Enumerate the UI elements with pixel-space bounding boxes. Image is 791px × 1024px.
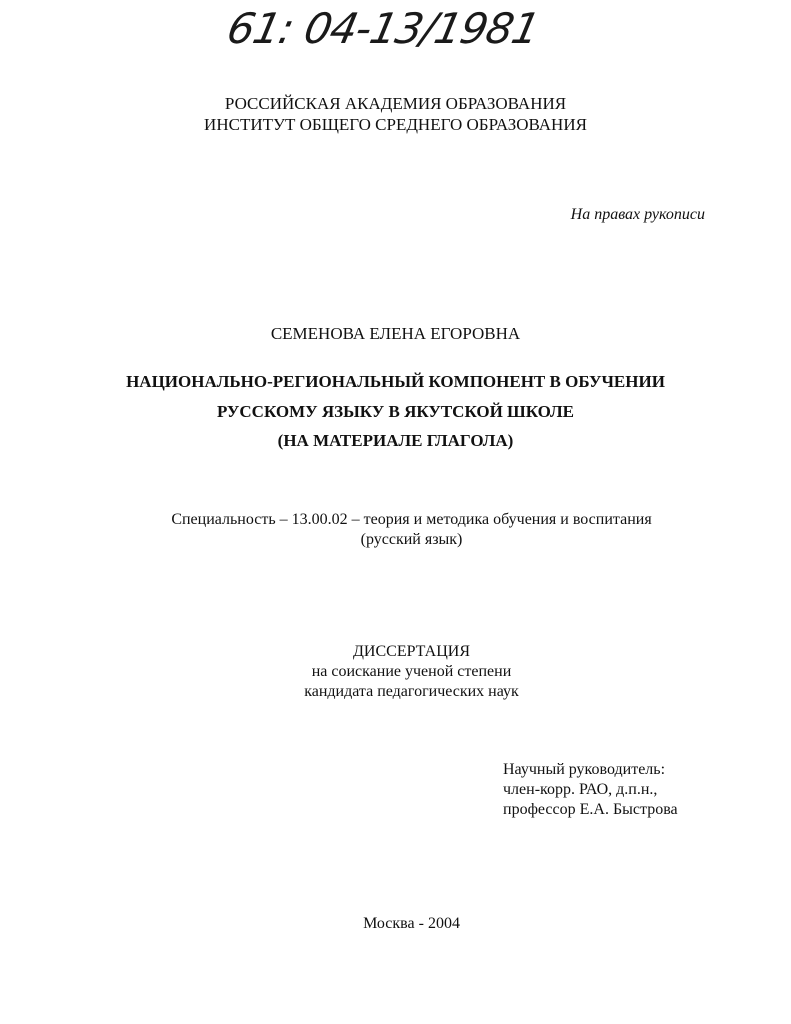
- thesis-purpose: на соискание ученой степени: [311, 663, 512, 680]
- thesis-degree: кандидата педагогических наук: [304, 683, 519, 700]
- supervisor-titles: член-корр. РАО, д.п.н.,: [503, 781, 658, 798]
- specialty-line-1: Специальность – 13.00.02 – теория и методика обучения и воспитания: [171, 511, 652, 528]
- thesis-type: ДИССЕРТАЦИЯ: [353, 643, 470, 660]
- supervisor-name: профессор Е.А. Быстрова: [503, 801, 678, 818]
- specialty-line-2: (русский язык): [360, 531, 463, 548]
- supervisor-block: [503, 760, 678, 820]
- organization-name: РОССИЙСКАЯ АКАДЕМИЯ ОБРАЗОВАНИЯ: [224, 94, 567, 113]
- title-line-3: (НА МАТЕРИАЛЕ ГЛАГОЛА): [277, 431, 514, 450]
- handwritten-catalog-code: 61: 04-13/1981: [222, 4, 544, 53]
- title-line-1: НАЦИОНАЛЬНО-РЕГИОНАЛЬНЫЙ КОМПОНЕНТ В ОБУЧЕНИИ: [126, 372, 665, 391]
- institute-name: ИНСТИТУТ ОБЩЕГО СРЕДНЕГО ОБРАЗОВАНИЯ: [204, 115, 587, 134]
- author-name: СЕМЕНОВА ЕЛЕНА ЕГОРОВНА: [270, 324, 521, 343]
- title-line-2: РУССКОМУ ЯЗЫКУ В ЯКУТСКОЙ ШКОЛЕ: [216, 402, 575, 421]
- rights-note: На правах рукописи: [570, 206, 705, 223]
- supervisor-heading: Научный руководитель:: [503, 761, 666, 778]
- city-year: Москва - 2004: [363, 915, 460, 932]
